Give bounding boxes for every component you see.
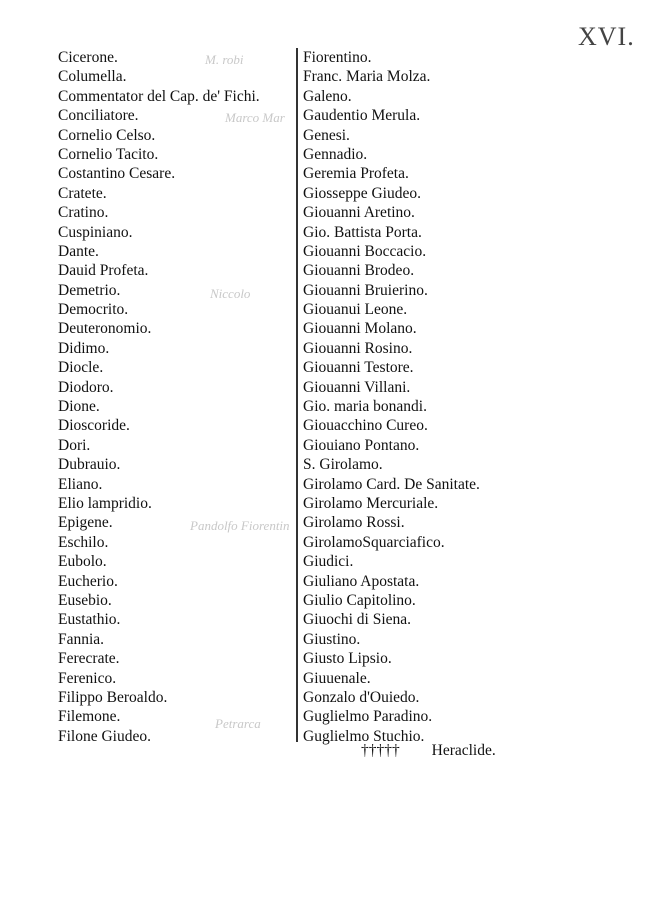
index-entry: Cratino. <box>58 204 109 222</box>
index-entry: Eubolo. <box>58 553 107 571</box>
index-entry: Gonzalo d'Ouiedo. <box>303 688 420 706</box>
index-entry: Giouanui Leone. <box>303 301 408 319</box>
index-entry: Giouacchino Cureo. <box>303 417 428 435</box>
index-entry: Demetrio. <box>58 281 121 299</box>
index-entry: Gio. maria bonandi. <box>303 398 427 416</box>
index-column-left <box>58 48 298 746</box>
index-entry: Eusebio. <box>58 591 112 609</box>
index-entry: Giustino. <box>303 630 361 648</box>
index-entry: Franc. Maria Molza. <box>303 68 431 86</box>
index-entry: Girolamo Mercuriale. <box>303 494 439 512</box>
index-entry: Gaudentio Merula. <box>303 107 421 125</box>
column-divider <box>296 48 298 742</box>
index-entry: Genesi. <box>303 126 350 144</box>
index-entry: Diodoro. <box>58 378 114 396</box>
bleed-through-text: Niccolo <box>210 286 251 301</box>
bleed-through-text: M. robi <box>205 52 244 67</box>
index-entry: GirolamoSquarciafico. <box>303 533 445 551</box>
index-entry: Giouanni Boccacio. <box>303 242 427 260</box>
index-entry: Giouanni Villani. <box>303 378 411 396</box>
index-entry: Geremia Profeta. <box>303 165 409 183</box>
index-entry: Dori. <box>58 436 91 454</box>
index-entry: Ferecrate. <box>58 650 120 668</box>
index-entry: Guglielmo Stuchio. <box>303 727 425 745</box>
index-entry: Democrito. <box>58 301 129 319</box>
index-entry: Giouanni Testore. <box>303 359 414 377</box>
index-entry: Didimo. <box>58 339 110 357</box>
index-entry: Guglielmo Paradino. <box>303 708 433 726</box>
catchline <box>361 742 521 760</box>
index-entry: Columella. <box>58 68 127 86</box>
index-entry: Dante. <box>58 242 99 260</box>
index-entry: Girolamo Card. De Sanitate. <box>303 475 480 493</box>
index-entry: Eustathio. <box>58 611 121 629</box>
index-entry: Giouanni Molano. <box>303 320 417 338</box>
index-entry: Filemone. <box>58 708 121 726</box>
index-entry: Dioscoride. <box>58 417 130 435</box>
index-entry: Giouanni Aretino. <box>303 204 415 222</box>
index-entry: Cicerone. <box>58 49 118 66</box>
index-entry: Fannia. <box>58 630 105 648</box>
index-entry: Eucherio. <box>58 572 118 590</box>
index-entry: Gennadio. <box>303 145 368 163</box>
index-entry: Giouanni Brodeo. <box>303 262 415 280</box>
index-entry: Giuuenale. <box>303 669 371 687</box>
index-entry: Epigene. <box>58 514 113 532</box>
index-entry: Giouanni Rosino. <box>303 339 413 357</box>
index-entry: Eliano. <box>58 475 103 493</box>
index-entry: Diocle. <box>58 359 104 377</box>
cross-ornament: ††††† <box>361 742 400 759</box>
index-entry: Giosseppe Giudeo. <box>303 184 421 202</box>
index-entry: Dione. <box>58 398 100 416</box>
index-entry: Fiorentino. <box>303 49 372 66</box>
index-entry: Giusto Lipsio. <box>303 650 392 668</box>
index-entry: Giouanni Bruierino. <box>303 281 428 299</box>
index-entry: Dubrauio. <box>58 456 121 474</box>
folio-number: XVI. <box>578 22 635 51</box>
index-entry: Cuspiniano. <box>58 223 133 241</box>
bleed-through-text: Petrarca <box>215 716 261 731</box>
index-entry: Dauid Profeta. <box>58 262 149 280</box>
index-entry: Giouiano Pontano. <box>303 436 420 454</box>
index-entry: Filone Giudeo. <box>58 727 151 745</box>
index-entry: Giuochi di Siena. <box>303 611 412 629</box>
catchword: Heraclide. <box>431 742 496 759</box>
index-entry: Elio lampridio. <box>58 494 152 512</box>
index-entry: Girolamo Rossi. <box>303 514 405 532</box>
index-entry: Filippo Beroaldo. <box>58 688 168 706</box>
index-entry: Gio. Battista Porta. <box>303 223 422 241</box>
bleed-through-text: Marco Mar <box>225 110 285 125</box>
bleed-through-text: Pandolfo Fiorentin <box>190 518 290 533</box>
index-entry: Cratete. <box>58 184 107 202</box>
index-entry: Cornelio Tacito. <box>58 145 159 163</box>
index-entry: Galeno. <box>303 87 352 105</box>
index-entry: Eschilo. <box>58 533 109 551</box>
index-entry: Commentator del Cap. de' Fichi. <box>58 87 260 105</box>
index-entry: Costantino Cesare. <box>58 165 176 183</box>
index-entry: Giulio Capitolino. <box>303 591 416 609</box>
index-entry: Cornelio Celso. <box>58 126 156 144</box>
index-entry: Ferenico. <box>58 669 117 687</box>
index-entry: Giudici. <box>303 553 354 571</box>
index-entry: Conciliatore. <box>58 107 139 125</box>
index-entry: Giuliano Apostata. <box>303 572 420 590</box>
index-column-right <box>303 48 503 746</box>
index-entry: S. Girolamo. <box>303 456 383 474</box>
index-entry: Deuteronomio. <box>58 320 152 338</box>
